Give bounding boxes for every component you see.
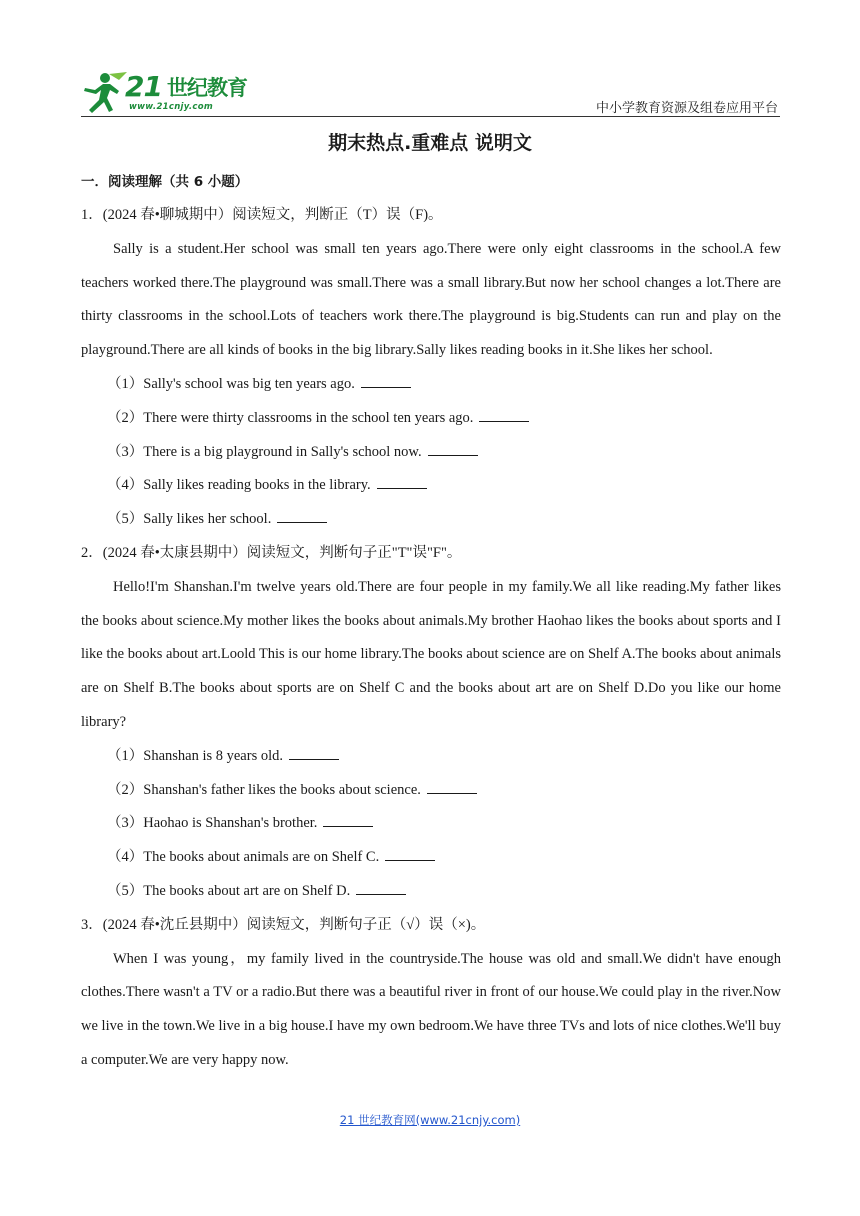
statement-item (81, 875, 781, 909)
logo-text: 世纪教育 (167, 76, 247, 100)
question-1 (81, 199, 781, 537)
statement-text: （3）Haohao is Shanshan's brother. (107, 815, 318, 832)
reading-passage: Sally is a student.Her school was small ten years ago.There were only eight classrooms in the school.A few teachers worked there.The playground was small.There was a small library.But now her school changes a lot.There are thirty classrooms in the school.Lots of teachers work there.The playground is big.Students can run and play on the playground.There are all kinds of books in the big library.Sally likes reading books in it.She likes her school. (81, 240, 781, 359)
statement-text: （4）The books about animals are on Shelf C. (107, 849, 380, 866)
answer-blank[interactable] (385, 846, 435, 861)
answer-blank[interactable] (289, 745, 339, 760)
question-head: 2．(2024 春•太康县期中）阅读短文，判断句子正"T"误"F"。 (81, 544, 462, 561)
platform-name: 中小学教育资源及组卷应用平台 (595, 101, 778, 116)
statement-item (81, 841, 781, 875)
answer-blank[interactable] (277, 508, 327, 523)
statement-item (81, 807, 781, 841)
statement-text: （2）Shanshan's father likes the books about science. (107, 781, 421, 798)
reading-passage: When I was young，my family lived in the countryside.The house was old and small.We didn't have enough clothes.There wasn't a TV or a radio.But there was a beautiful river in front of our house.We could play in the river.Now we live in the town.We live in a big house.I have my own bedroom.We have three TVs and lots of nice clothes.We'll buy a computer.We are very happy now. (81, 950, 781, 1068)
answer-blank[interactable] (479, 407, 529, 422)
answer-blank[interactable] (428, 441, 478, 456)
answer-blank[interactable] (427, 779, 477, 794)
statement-text: （1）Sally's school was big ten years ago. (107, 375, 355, 392)
statement-item (81, 774, 781, 808)
statement-item (81, 436, 781, 470)
statement-item (81, 368, 781, 402)
answer-blank[interactable] (356, 880, 406, 895)
section-heading: 一．阅读理解（共 6 小题） (81, 174, 249, 190)
statement-text: （5）The books about art are on Shelf D. (107, 882, 351, 899)
question-2 (81, 537, 781, 909)
logo (81, 68, 251, 118)
statement-text: （2）There were thirty classrooms in the school ten years ago. (107, 409, 474, 426)
statement-text: （1）Shanshan is 8 years old. (107, 747, 283, 764)
statement-text: （5）Sally likes her school. (107, 511, 272, 528)
footer-link[interactable]: 21 世纪教育网(www.21cnjy.com) (339, 1113, 521, 1127)
question-head: 3．(2024 春•沈丘县期中）阅读短文，判断句子正（√）误（×)。 (81, 916, 486, 933)
statement-item (81, 503, 781, 537)
answer-blank[interactable] (323, 812, 373, 827)
statement-item (81, 469, 781, 503)
document-body (81, 199, 781, 1078)
statement-text: （4）Sally likes reading books in the library. (107, 477, 371, 494)
page-title: 期末热点.重难点 说明文 (328, 132, 532, 154)
statement-text: （3）There is a big playground in Sally's school now. (107, 443, 422, 460)
running-man-icon (81, 70, 129, 116)
logo-url: www.21cnjy.com (129, 102, 213, 112)
statement-item (81, 402, 781, 436)
question-3 (81, 909, 781, 1078)
logo-number: 21 (125, 70, 162, 103)
page-header (81, 68, 780, 118)
answer-blank[interactable] (377, 474, 427, 489)
header-divider (81, 116, 780, 117)
answer-blank[interactable] (361, 373, 411, 388)
question-head: 1．(2024 春•聊城期中）阅读短文，判断正（T）误（F)。 (81, 207, 443, 223)
statement-item (81, 740, 781, 774)
reading-passage: Hello!I'm Shanshan.I'm twelve years old.There are four people in my family.We all like reading.My father likes the books about science.My mother likes the books about animals.My brother Haohao likes the books about sports and I like the books about art.Loold This is our home library.The books about science are on Shelf A.The books about animals are on Shelf B.The books about sports are on Shelf C and the books about art are on Shelf D.Do you like our home library? (81, 578, 781, 730)
